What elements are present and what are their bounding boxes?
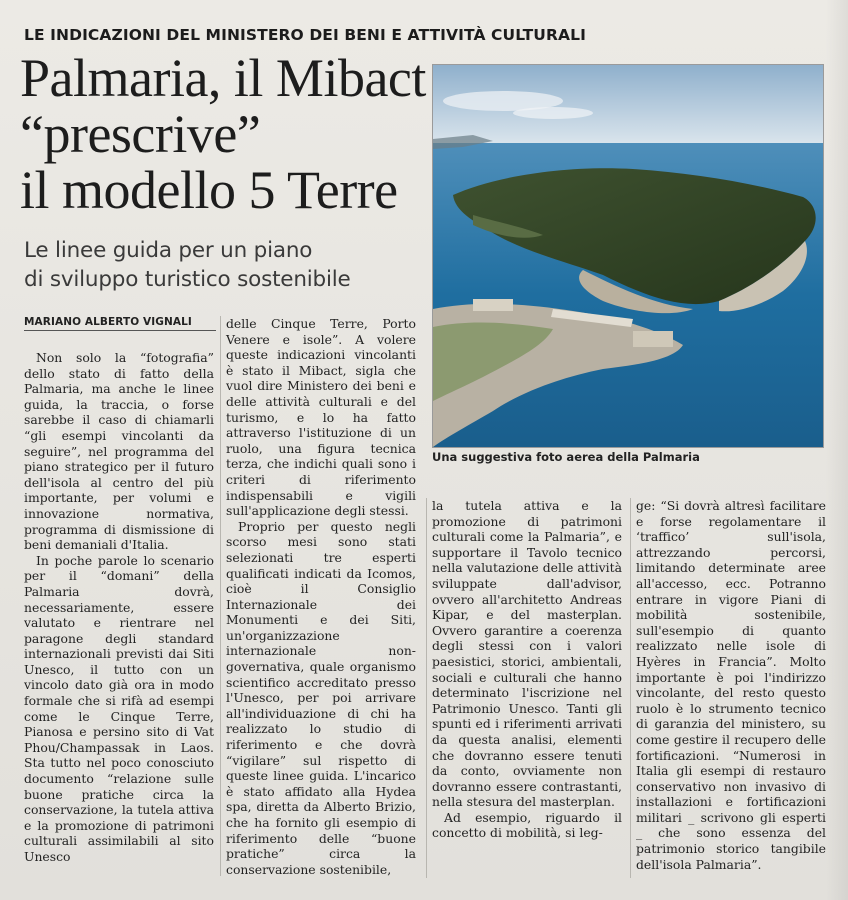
column-3-paragraph-2: Ad esempio, riguardo il concetto di mobilità, si leg- [432,809,622,841]
article-column-3 [432,498,622,841]
subhead-line-2: di sviluppo turistico sostenibile [24,267,351,292]
column-divider [426,498,427,878]
column-4-paragraph-1: ge: “Si dovrà altresì facilitare e forse regolamentare il ‘traffico’ sull'isola, attrezzando percorsi, limitando determinate aree all'accesso, ecc. Potranno entrare in vigore Piani di mobilità sostenibile, sull'esempio di quanto realizzato nelle isole di Hyères in Francia”. Molto importante è poi l'indirizzo vincolante, del resto questo ruolo è lo strumento tecnico di garanzia del ministero, su come gestire il recupero delle fortificazioni. “Numerosi in Italia gli esempi di restauro conservativo non invasivo di installazioni e fortificazioni militari _ scrivono gli esperti _ che sono essenza del patrimonio storico tangibile dell'isola Palmaria”. [636,498,826,872]
column-2-paragraph-2: Proprio per questo negli scorso mesi sono stati selezionati tre esperti qualificati indicati da Icomos, cioè il Consiglio Internazionale dei Monumenti e dei Siti, un'organizzazione internazionale non-governativa, quale organismo scientifico accreditato presso l'Unesco, per poi arrivare all'individuazione di chi ha realizzato lo studio di riferimento e che dovrà “vigilare” sul rispetto di queste linee guida. L'incarico è stato affidato alla Hydea spa, diretta da Alberto Brizio, che ha fornito gli esempio di riferimento delle “buone pratiche” circa la conservazione sostenibile, [226,518,416,877]
column-1-paragraph-1: Non solo la “fotografia” dello stato di fatto della Palmaria, ma anche le linee guida, la traccia, o forse sarebbe il caso di chiamarli “gli esempi vincolanti da seguire”, nel programma del piano strategico per il futuro dell'isola al centro del più importante, per volumi e innovazione normativa, programma di dismissione di beni demaniali d'Italia. [24,350,214,553]
aerial-photo-island [433,65,823,447]
author-byline: MARIANO ALBERTO VIGNALI [24,316,192,328]
byline-block [24,316,216,331]
headline-line-3: il modello 5 Terre [20,160,398,220]
article-kicker: LE INDICAZIONI DEL MINISTERO DEI BENI E ATTIVITÀ CULTURALI [24,26,586,44]
article-subhead [24,236,424,294]
column-2-paragraph-1: delle Cinque Terre, Porto Venere e isole”. A volere queste indicazioni vincolanti è stato il Mibact, sigla che vuol dire Ministero dei beni e delle attività culturali e del turismo, e lo ha fatto attraverso l'istituzione di un ruolo, una figura tecnica terza, che indichi quali sono i criteri di riferimento indispensabili e vigili sull'applicazione degli stessi. [226,316,416,519]
article-headline [20,50,425,218]
page-edge-shadow [826,0,848,900]
headline-line-2: “prescrive” [20,104,261,164]
article-column-2 [226,316,416,877]
photo-caption: Una suggestiva foto aerea della Palmaria [432,450,700,464]
headline-line-1: Palmaria, il Mibact [20,48,426,108]
aerial-photo [432,64,824,448]
column-divider [630,498,631,878]
subhead-line-1: Le linee guida per un piano [24,238,313,263]
column-1-paragraph-2: In poche parole lo scenario per il “domani” della Palmaria dovrà, necessariamente, essere valutato e rientrare nel paragone degli standard internazionali previsti dai Siti Unesco, il tutto con un vincolo dato già ora in modo formale che si rifà ad esempi come le Cinque Terre, Pianosa e persino sito di Vat Phou/Champassak in Laos. Sta tutto nel poco conosciuto documento “relazione sulle buone pratiche circa la conservazione, la tutela attiva e la promozione di patrimoni culturali assimilabili al sito Unesco [24,552,214,864]
article-column-4 [636,498,826,872]
article-column-1 [24,350,214,865]
column-3-paragraph-1: la tutela attiva e la promozione di patrimoni culturali come la Palmaria”, e supportare il Tavolo tecnico nella valutazione delle attività sviluppate dall'advisor, ovvero all'architetto Andreas Kipar, e del masterplan. Ovvero garantire a coerenza degli stessi con i valori paesistici, storici, ambientali, sociali e culturali che hanno determinato l'iscrizione nel Patrimonio Unesco. Tanti gli spunti ed i riferimenti arrivati da questa analisi, elementi che dovranno essere tenuti da conto, ovviamente non dovranno essere contrastanti, nella stesura del masterplan. [432,498,622,810]
column-divider [220,316,221,876]
